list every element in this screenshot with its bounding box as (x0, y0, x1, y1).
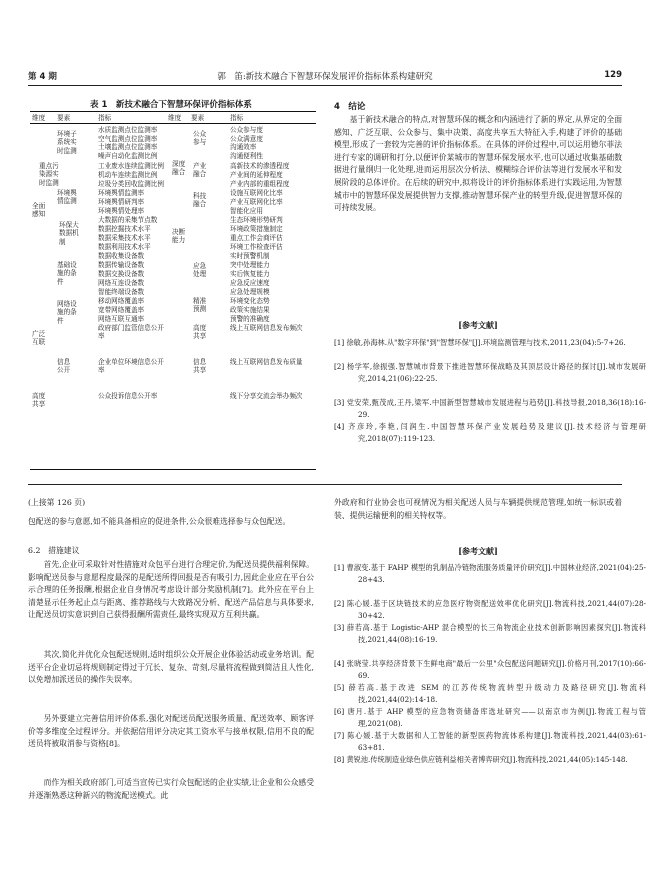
indicator-cell: 数据挖掘技术水平 (98, 225, 151, 233)
reference-item: [8] 黄锐池.传统制造业绿色供应链利益相关者博弈研究[J].物流科技,2021,44(05):145-148. (334, 755, 628, 764)
indicator-cell: 智能终端设备数 (98, 288, 145, 296)
header-rule (28, 85, 622, 86)
table-top-rule (30, 111, 316, 112)
paragraph-government: 而作为相关政府部门,可适当宣传已实行众包配送的企业实绩,让企业和公众感受并逐渐熟悉这种新兴的物流配送模式。此 (28, 778, 314, 800)
conclusion-text: 基于新技术融合的特点,对智慧环保的概念和内涵进行了新的界定,从界定的全面感知、广泛互联、公众参与、集中决策、高度共享五大特征入手,构建了评价的基础模型,形成了一套较为完善的评价指标体系。在具体的评价过程中,可以运用德尔菲法进行专家的调研和打分,以便评价某城市的智慧环保发展水平,也可以通过收集基础数据进行量纲归一化处理,进而运用层次分析法、模糊综合评价法等进行发展水平和发展阶段的总体评价。在后续的研究中,拟将设计的评价指标体系进行实践运用,为智慧城市中的智慧环保发展提供智力支撑,推动智慧环保产业的转型升级,促进智慧环保的可持续发展。 (334, 115, 622, 213)
paragraph-pricing: 首先,企业可采取针对性措施对众包平台进行合理定价,为配送员提供福利保障。影响配送员参与意愿程度最深的是配送所得回报是否有吸引力,因此企业应在平台公示合理的任务报酬,根据企业自身情况考虑设计部分奖励机制[7]。此外应在平台上清楚显示任务起止点与距离、推荐路线与大致路况分析、配送产品信息与具体要求,让配送员切实意识到自己获得报酬所需责任,最终实现双方互利共赢。 (28, 560, 314, 620)
indicator-cell: 重点工作会商评估 (230, 234, 283, 242)
element-cell: 重点污 染源实 时监测 (39, 162, 59, 187)
element-cell: 环境子 系统实 时监测 (57, 130, 77, 155)
dimension-cell: 高度 共享 (32, 392, 46, 409)
indicator-cell: 沟通效率 (230, 143, 257, 151)
indicator-cell: 设施互联网化比率 (230, 189, 283, 197)
indicator-cell: 公众满意度 (230, 135, 263, 143)
indicator-cell: 突中处理能力 (230, 261, 270, 269)
indicator-cell: 数据利用技术水平 (98, 243, 151, 251)
indicator-cell: 工业废水连续监测比例 (98, 162, 164, 170)
indicator-cell: 环境舆情处理率 (98, 207, 145, 215)
indicator-cell: 宽带网络覆盖率 (98, 306, 145, 314)
page-number: 129 (604, 70, 622, 80)
references-heading-top: [参考文献] (458, 320, 498, 330)
indicator-cell: 水质监测点位监测率 (98, 126, 158, 134)
references-heading-bottom: [参考文献] (458, 546, 498, 556)
element-cell: 环保大 数据机 制 (59, 221, 79, 246)
element-cell: 信息 共享 (193, 358, 207, 375)
indicator-cell: 应急反应速度 (230, 279, 270, 287)
indicator-cell: 产业互联网化比率 (230, 198, 283, 206)
indicator-cell: 政策实施结果 (230, 306, 270, 314)
indicator-cell: 沟通便利性 (230, 152, 263, 160)
indicator-cell: 产业内部的重组程度 (230, 180, 290, 188)
continued-note: (上接第 126 页) (28, 498, 86, 507)
table-header-cell: 维度 (168, 114, 182, 122)
reference-item: [3] 党安荣,甄茂成,王丹,梁军.中国新型智慧城市发展进程与趋势[J].科技导报,2018,36(18):16-29. (334, 398, 646, 419)
dimension-cell: 全面 感知 (32, 202, 46, 219)
indicator-cell: 数据传输设备数 (98, 261, 145, 269)
table-header-cell: 指标 (98, 114, 112, 122)
reference-item: [2] 杨学军,徐振强.智慧城市背景下推进智慧环保战略及其顶层设计路径的探讨[J].城市发展研究,2014,21(06):22-25. (334, 362, 646, 383)
element-cell: 信息 公开 (57, 358, 71, 375)
indicator-cell: 环境舆情监测率 (98, 189, 145, 197)
indicator-cell: 环境变化态势 (230, 297, 270, 305)
indicator-cell: 机动车连续监测比例 (98, 171, 158, 179)
indicator-cell: 网络互连设备数 (98, 279, 145, 287)
indicator-cell: 数据采集技术水平 (98, 234, 151, 242)
paragraph-rules: 其次,简化并优化众包配送规则,适时组织公众开展企业体验活动或业务培训。配送平台企业切忌将规则制定得过于冗长、复杂、苛刻,尽量将流程做到简洁且人性化,以免增加派送员的操作失误率。 (28, 650, 314, 685)
paragraph-credit: 另外要建立完善信用评价体系,强化对配送员配送服务质量、配送效率、顾客评价等多维度全过程评分。并依据信用评分决定其工资水平与接单权限,信用不良的配送员将被取消参与资格[8]。 (28, 714, 314, 749)
dimension-cell: 深度 融合 (172, 160, 186, 177)
indicator-cell: 空气监测点位监测率 (98, 135, 158, 143)
reference-item: [6] 唐月.基于 AHP 模型的应急物资储备库选址研究——以南京市为例[J].物流工程与管理,2021(08). (334, 707, 646, 728)
element-cell: 公众 参与 (193, 130, 207, 147)
indicator-cell: 大数据的采集节点数 (98, 216, 158, 224)
indicator-cell: 环境工作检查评估 (230, 243, 283, 251)
table-bottom-rule (30, 469, 316, 470)
indicator-cell: 土壤监测点位监测率 (98, 143, 158, 151)
table-header-cell: 要素 (191, 114, 205, 122)
indicator-cell: 公众投诉信息公开率 (98, 392, 158, 400)
indicator-cell: 垃圾分类回收监测比例 (98, 180, 164, 188)
indicator-cell: 政府部门监管信息公开率 (98, 324, 164, 341)
reference-item: [2] 陈心媛.基于区块链技术的应急医疗物资配送效率优化研究[J].物流科技,2021,44(07):28-30+42. (334, 599, 646, 620)
table-header-cell: 维度 (32, 114, 46, 122)
issue-number: 第 4 期 (28, 72, 57, 82)
paragraph-intro: 包配送的参与意愿,如不能具备相应的促进条件,公众很难选择参与众包配送。 (28, 517, 291, 526)
element-cell: 科技 融合 (193, 192, 207, 209)
element-cell: 产业 融合 (193, 162, 207, 179)
indicator-cell: 预警的准确度 (230, 315, 270, 323)
table-header-cell: 要素 (57, 114, 71, 122)
section-divider (28, 484, 622, 485)
indicator-cell: 噪声自动化监测比例 (98, 152, 158, 160)
indicator-cell: 公众参与度 (230, 126, 263, 134)
running-title: 郭 笛:新技术融合下智慧环保发展评价指标体系构建研究 (217, 72, 433, 82)
indicator-cell: 环境舆情研判率 (98, 198, 145, 206)
indicator-cell: 高新技术的渗透程度 (230, 162, 290, 170)
indicator-cell: 移动网络覆盖率 (98, 297, 145, 305)
indicator-cell: 线下分享交流会举办频次 (230, 392, 303, 400)
dimension-cell: 决断 能力 (172, 228, 186, 245)
indicator-cell: 环境政策措施制定 (230, 225, 283, 233)
reference-item: [4] 张晓莹.共享经济背景下生鲜电商"最后一公里"众包配送问题研究[J].价格月刊,2017(10):66-69. (334, 659, 646, 680)
dimension-cell: 广泛 互联 (32, 330, 46, 347)
indicator-cell: 智能化应用 (230, 207, 263, 215)
element-cell: 环境舆 情监测 (57, 189, 77, 206)
table-header-cell: 指标 (230, 114, 244, 122)
element-cell: 基础设 施的条 件 (57, 261, 77, 286)
table-header-rule (30, 123, 316, 124)
running-header (28, 68, 622, 84)
reference-item: [1] 徐敏,孙海林.从"数字环保"到"智慧环保"[J].环境监测管理与技术,2011,23(04):5-7+26. (334, 338, 626, 347)
indicator-cell: 企业单位环境信息公开率 (98, 358, 164, 375)
element-cell: 应急 处理 (193, 262, 207, 279)
reference-item: [1] 曹淑变.基于 FAHP 模型的乳制品冷链物流服务质量评价研究[J].中国林业经济,2021(04):25-28+43. (334, 563, 646, 584)
indicator-cell: 实后恢复能力 (230, 270, 270, 278)
indicator-cell: 数据收集设备数 (98, 252, 145, 260)
reference-item: [3] 薛若高.基于 Logistic-AHP 混合模型的长三角物流企业技术创新影响因素探究[J].物流科技,2021,44(08):16-19. (334, 623, 646, 644)
reference-item: [5] 薛若高.基于改进 SEM 的江苏传统物流转型升级动力及路径研究[J].物流科技,2021,44(02):14-18. (334, 683, 646, 704)
indicator-cell: 生态环境形势研判 (230, 216, 283, 224)
element-cell: 网络设 施的条 件 (57, 300, 77, 325)
indicator-cell: 数据交换设备数 (98, 270, 145, 278)
indicator-cell: 产业间的延伸程度 (230, 171, 283, 179)
indicator-cell: 线上互联网信息发布质量 (230, 358, 303, 366)
reference-item: [4] 齐彦玲,李艳,闫润生.中国智慧环保产业发展趋势及建议[J].技术经济与管理研究,2018(07):119-123. (334, 422, 646, 443)
indicator-cell: 线上互联网信息发布频次 (230, 324, 303, 332)
indicator-cell: 实时预警机制 (230, 252, 270, 260)
indicator-cell: 网络互联互通率 (98, 315, 145, 323)
element-cell: 高度 共享 (193, 324, 207, 341)
indicator-cell: 应急处理规模 (230, 288, 270, 296)
subsection-heading: 6.2 措施建议 (28, 546, 80, 555)
element-cell: 精准 预测 (193, 297, 207, 314)
reference-item: [7] 陈心媛.基于大数据和人工智能的新型医药物流体系构建[J].物流科技,2021,44(03):61-63+81. (334, 731, 646, 752)
conclusion-heading: 4 结论 (334, 102, 366, 112)
paragraph-management: 外政府和行业协会也可视情况为相关配送人员与车辆提供规范管理,如统一标识或着装、提供运输便利的相关特权等。 (334, 498, 622, 520)
table-caption: 表 1 新技术融合下智慧环保评价指标体系 (90, 100, 252, 110)
